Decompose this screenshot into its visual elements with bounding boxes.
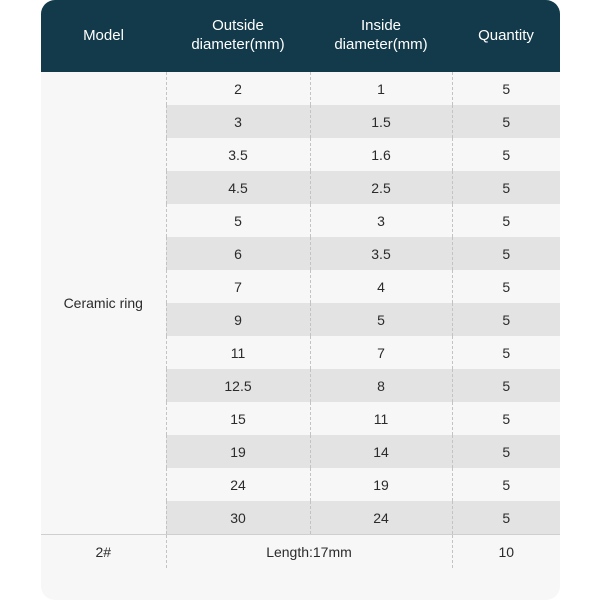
cell-outside-diameter: 6 (166, 237, 310, 270)
outside-header-line2: diameter(mm) (191, 36, 285, 53)
cell-outside-diameter: 7 (166, 270, 310, 303)
inside-header-line1: Inside (360, 17, 402, 35)
cell-quantity: 5 (452, 171, 560, 204)
cell-quantity: 5 (452, 303, 560, 336)
column-header-outside-diameter (166, 0, 310, 72)
cell-outside-diameter: 3 (166, 105, 310, 138)
cell-quantity: 5 (452, 270, 560, 303)
cell-outside-diameter: 4.5 (166, 171, 310, 204)
cell-outside-diameter: 15 (166, 402, 310, 435)
footer-length-cell: Length:17mm (166, 535, 452, 569)
table-row (41, 72, 560, 105)
footer-quantity-cell: 10 (452, 535, 560, 569)
cell-outside-diameter: 5 (166, 204, 310, 237)
cell-outside-diameter: 19 (166, 435, 310, 468)
cell-quantity: 5 (452, 402, 560, 435)
cell-quantity: 5 (452, 105, 560, 138)
cell-quantity: 5 (452, 468, 560, 501)
footer-model-cell: 2# (41, 535, 166, 569)
table-footer-row (41, 535, 560, 569)
cell-inside-diameter: 3 (310, 204, 452, 237)
cell-inside-diameter: 1.6 (310, 138, 452, 171)
cell-inside-diameter: 4 (310, 270, 452, 303)
column-header-inside-diameter (310, 0, 452, 72)
cell-quantity: 5 (452, 435, 560, 468)
cell-inside-diameter: 14 (310, 435, 452, 468)
cell-quantity: 5 (452, 501, 560, 535)
cell-inside-diameter: 24 (310, 501, 452, 535)
cell-outside-diameter: 12.5 (166, 369, 310, 402)
cell-inside-diameter: 2.5 (310, 171, 452, 204)
cell-inside-diameter: 3.5 (310, 237, 452, 270)
inside-header-line2: diameter(mm) (334, 36, 428, 53)
model-label-cell: Ceramic ring (41, 72, 166, 535)
cell-quantity: 5 (452, 72, 560, 105)
outside-header-line1: Outside (212, 17, 264, 35)
cell-outside-diameter: 3.5 (166, 138, 310, 171)
cell-outside-diameter: 24 (166, 468, 310, 501)
table-body (41, 72, 560, 568)
column-header-model: Model (41, 0, 166, 72)
table-header (41, 0, 560, 72)
cell-quantity: 5 (452, 204, 560, 237)
cell-inside-diameter: 11 (310, 402, 452, 435)
cell-inside-diameter: 1 (310, 72, 452, 105)
cell-outside-diameter: 2 (166, 72, 310, 105)
cell-inside-diameter: 8 (310, 369, 452, 402)
cell-quantity: 5 (452, 336, 560, 369)
cell-inside-diameter: 19 (310, 468, 452, 501)
cell-outside-diameter: 9 (166, 303, 310, 336)
cell-quantity: 5 (452, 369, 560, 402)
cell-quantity: 5 (452, 237, 560, 270)
specification-table (41, 0, 560, 568)
header-row (41, 0, 560, 72)
cell-quantity: 5 (452, 138, 560, 171)
cell-outside-diameter: 11 (166, 336, 310, 369)
cell-inside-diameter: 7 (310, 336, 452, 369)
cell-inside-diameter: 5 (310, 303, 452, 336)
cell-outside-diameter: 30 (166, 501, 310, 535)
spec-table-card (41, 0, 560, 600)
cell-inside-diameter: 1.5 (310, 105, 452, 138)
column-header-quantity: Quantity (452, 0, 560, 72)
